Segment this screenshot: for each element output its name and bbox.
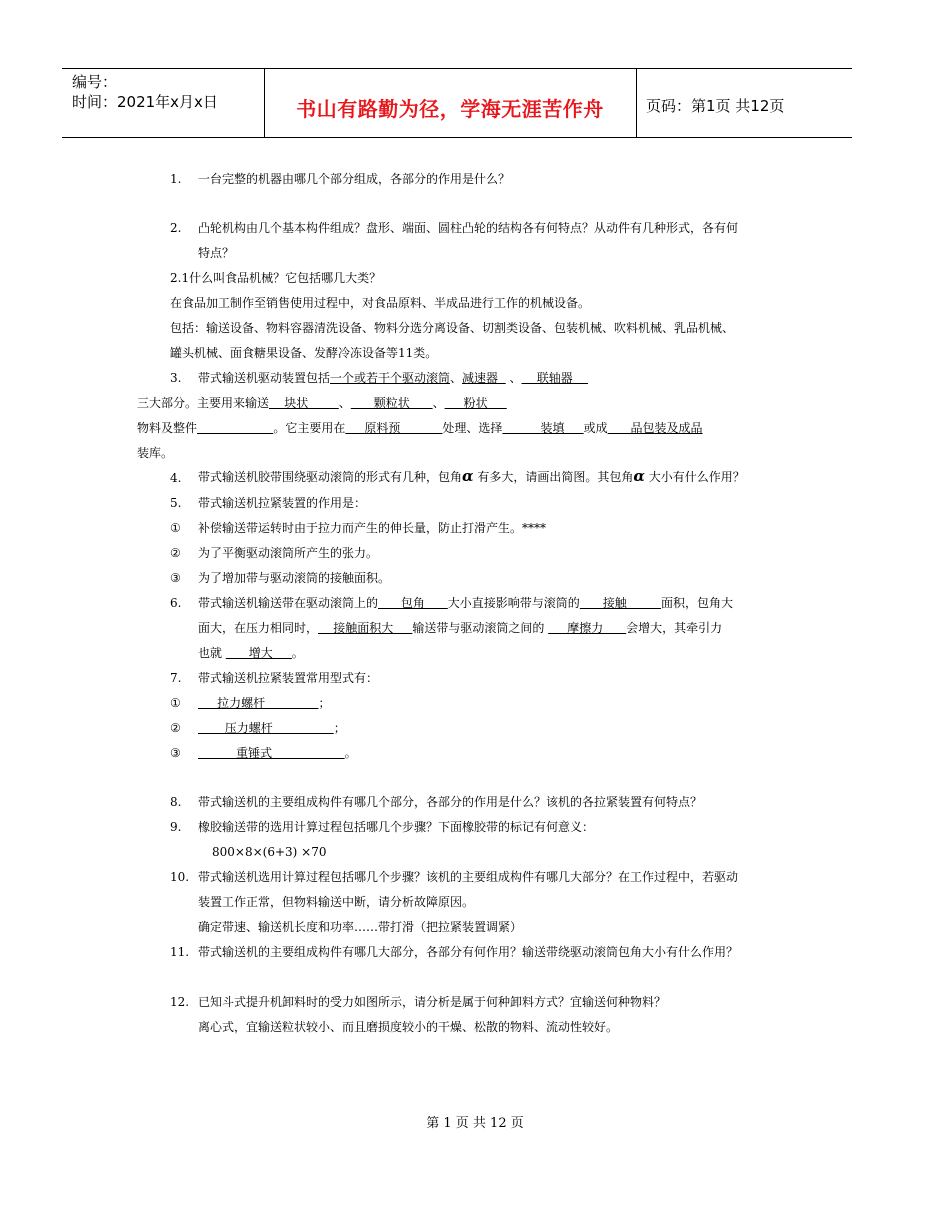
alpha-symbol: α (633, 467, 645, 485)
q7-number: 7. (170, 671, 182, 685)
q6-line3: 也就 增大 。 (198, 646, 304, 660)
q3-line4: 装库。 (137, 446, 174, 460)
page-footer: 第 1 页 共 12 页 (426, 1116, 524, 1131)
q9-number: 9. (170, 820, 182, 834)
q7-text: 带式输送机拉紧装置常用型式有： (198, 671, 379, 685)
fill-blank: 接触 (579, 596, 662, 610)
fill-blank: 粉状 (444, 396, 507, 410)
header-meta (72, 72, 218, 112)
q6-line1: 带式输送机输送带在驱动滚筒上的 包角 大小直接影响带与滚筒的 接触 面积，包角大 (198, 596, 734, 610)
fill-blank: 摩擦力 (548, 621, 627, 635)
fill-blank: 减速器 (462, 371, 506, 385)
document-header (62, 68, 852, 138)
q9-formula: 800×8×(6+3) ×70 (212, 845, 327, 859)
q2-text-line1: 凸轮机构由几个基本构件组成？盘形、端面、圆柱凸轮的结构各有何特点？从动件有几种形式，各有何 (198, 221, 739, 235)
q12-text: 已知斗式提升机卸料时的受力如图所示，请分析是属于何种卸料方式？宜输送何种物料？ (198, 995, 667, 1009)
fill-blank: 一个或若干个驱动滚筒 (330, 371, 451, 385)
q10-number: 10. (170, 870, 190, 884)
q2-1-title: 2.1什么叫食品机械？它包括哪几大类？ (170, 271, 382, 285)
fill-blank: 颗粒状 (350, 396, 433, 410)
q3-number: 3. (170, 371, 182, 385)
fill-blank: 包角 (378, 596, 448, 610)
fill-blank: 拉力螺杆 (198, 696, 319, 710)
q9-text: 橡胶输送带的选用计算过程包括哪几个步骤？下面橡胶带的标记有何意义： (198, 820, 595, 834)
header-page-info: 页码：第1页 共12页 (646, 97, 785, 115)
q3-line1: 带式输送机驱动装置包括一个或若干个驱动滚筒、减速器 、 联轴器 (198, 371, 589, 385)
q2-text-line2: 特点？ (198, 246, 235, 260)
motto: 书山有路勤为径，学海无涯苦作舟 (296, 97, 604, 121)
q10-answer: 确定带速、输送机长度和功率……带打滑（把拉紧装置调紧） (198, 920, 523, 934)
q7-item-mark: ③ (170, 746, 181, 760)
q2-1-include-line2: 罐头机械、面食糖果设备、发酵冷冻设备等11类。 (170, 346, 438, 360)
q2-number: 2. (170, 221, 182, 235)
q10-text-line2: 装置工作正常，但物料输送中断，请分析故障原因。 (198, 895, 475, 909)
serial-label: 编号： (72, 73, 118, 91)
q6-line2: 面大，在压力相同时， 接触面积大 输送带与驱动滚筒之间的 摩擦力 会增大，其牵引力 (198, 621, 723, 635)
fill-blank (197, 421, 273, 435)
q5-item-mark: ② (170, 546, 181, 560)
q7-item: 拉力螺杆 ； (198, 696, 331, 710)
q3-line3: 物料及整件 。它主要用在 原料预 处理、选择 装填 或成 品包装及成品 (137, 421, 703, 435)
q7-item: 重锤式 。 (198, 746, 357, 760)
q7-item-mark: ① (170, 696, 181, 710)
q5-item: 为了平衡驱动滚筒所产生的张力。 (198, 546, 379, 560)
q12-number: 12. (170, 995, 190, 1009)
q2-1-include-line1: 包括：输送设备、物料容器清洗设备、物料分选分离设备、切割类设备、包装机械、吹料机械、乳品机械、 (170, 321, 735, 335)
q5-item-mark: ③ (170, 571, 181, 585)
q3-line2: 三大部分。主要用来输送 块状 、 颗粒状 、 粉状 (137, 396, 507, 410)
q10-text-line1: 带式输送机选用计算过程包括哪几个步骤？该机的主要组成构件有哪几大部分？在工作过程中，若驱动 (198, 870, 739, 884)
q1-text: 一台完整的机器由哪几个部分组成，各部分的作用是什么？ (198, 172, 511, 186)
q5-item: 补偿输送带运转时由于拉力而产生的伸长量，防止打滑产生。**** (198, 521, 547, 535)
q12-answer: 离心式，宜输送粒状较小、而且磨损度较小的干燥、松散的物料、流动性较好。 (198, 1020, 619, 1034)
fill-blank: 原料预 (345, 421, 443, 435)
q4-number: 4. (170, 471, 182, 485)
q11-number: 11. (170, 945, 190, 959)
q5-item: 为了增加带与驱动滚筒的接触面积。 (198, 571, 391, 585)
q7-item: 压力螺杆 ； (198, 721, 346, 735)
fill-blank: 联轴器 (521, 371, 589, 385)
fill-blank: 重锤式 (198, 746, 345, 760)
q4-text: 带式输送机胶带围绕驱动滚筒的形式有几种，包角α 有多大，请画出简图。其包角α 大小有什么作用？ (198, 467, 745, 485)
time-label: 时间：2021年x月x日 (72, 93, 218, 111)
q5-item-mark: ① (170, 521, 181, 535)
q7-item-mark: ② (170, 721, 181, 735)
q1-number: 1. (170, 172, 182, 186)
fill-blank: 增大 (225, 646, 292, 660)
fill-blank: 接触面积大 (318, 621, 413, 635)
fill-blank: 装填 (502, 421, 584, 435)
header-divider (636, 69, 637, 137)
q6-number: 6. (170, 596, 182, 610)
q5-text: 带式输送机拉紧装置的作用是： (198, 496, 367, 510)
q8-number: 8. (170, 795, 182, 809)
fill-blank: 块状 (269, 396, 339, 410)
alpha-symbol: α (462, 467, 474, 485)
fill-blank: 品包装及成品 (607, 421, 703, 435)
fill-blank: 压力螺杆 (198, 721, 334, 735)
q11-text: 带式输送机的主要组成构件有哪几大部分，各部分有何作用？输送带绕驱动滚筒包角大小有什么作用？ (198, 945, 739, 959)
q5-number: 5. (170, 496, 182, 510)
q8-text: 带式输送机的主要组成构件有哪几个部分，各部分的作用是什么？该机的各拉紧装置有何特点？ (198, 795, 703, 809)
q2-1-answer: 在食品加工制作至销售使用过程中，对食品原料、半成品进行工作的机械设备。 (170, 296, 591, 310)
